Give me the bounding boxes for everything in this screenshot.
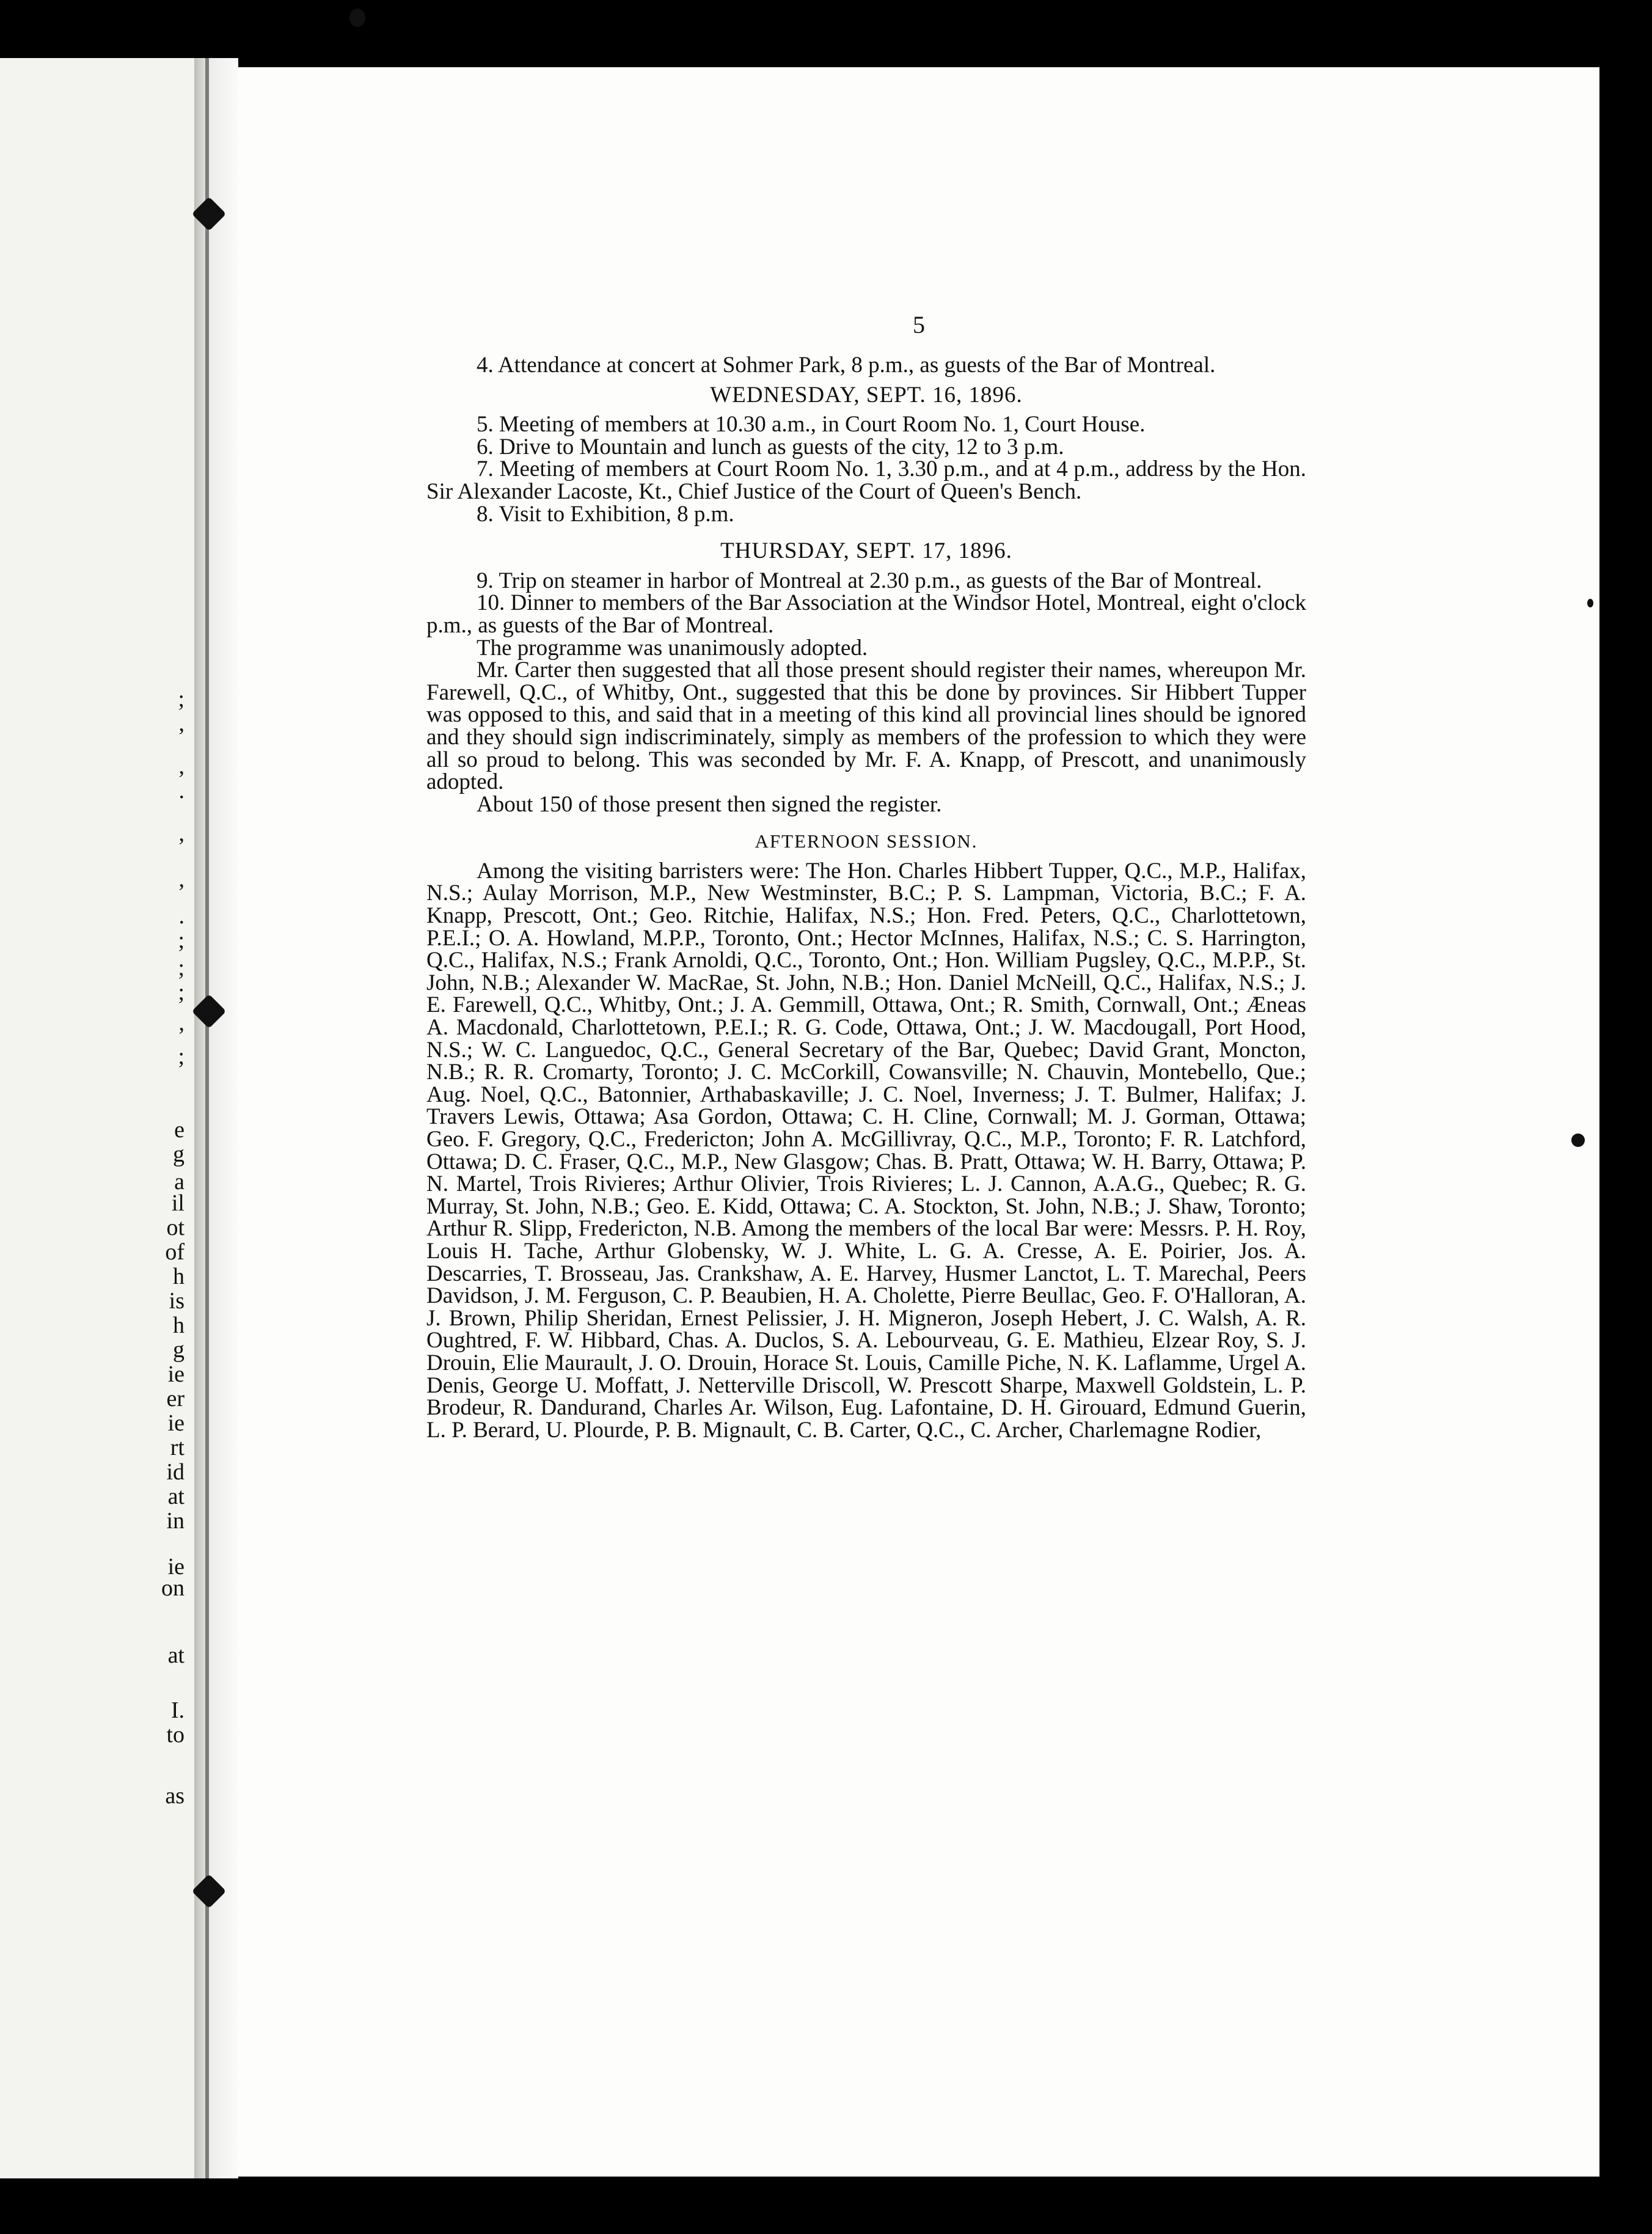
programme-adopted-paragraph: The programme was unanimously adopted. [477, 635, 868, 661]
programme-item-5: 5. Meeting of members at 10.30 a.m., in Court Room No. 1, Court House. [477, 412, 1146, 438]
left-page-text-fragment: ie [167, 1554, 185, 1580]
left-page-text-fragment: h [173, 1264, 185, 1289]
afternoon-session-heading: AFTERNOON SESSION. [755, 830, 978, 852]
left-page-text-fragment: on [161, 1575, 185, 1601]
programme-item-4: 4. Attendance at concert at Sohmer Park, 8 p.m., as guests of the Bar of Montreal. [477, 353, 1216, 378]
left-page-text-fragment: ie [167, 1361, 185, 1387]
scan-speck [1571, 1133, 1585, 1147]
left-page-text-fragment: , [178, 1010, 185, 1036]
left-page-text-fragment: , [178, 821, 185, 846]
left-page-text-fragment: , [178, 753, 185, 779]
left-page-text-fragment: is [169, 1288, 185, 1314]
scan-speck [349, 9, 365, 27]
page-number: 5 [913, 311, 925, 339]
body-text [426, 354, 1306, 1441]
signed-register-paragraph: About 150 of those present then signed the register. [477, 791, 942, 817]
binding-stitch-line [205, 58, 209, 2178]
left-page-text-fragment: . [178, 778, 185, 804]
left-page-cut-text [0, 58, 194, 2178]
left-page-text-fragment: a [174, 1169, 185, 1195]
left-page-fragment [0, 58, 194, 2178]
left-page-text-fragment: . [178, 903, 185, 929]
register-paragraph: Mr. Carter then suggested that all those present should register their names, whereupon Mr. Farewell, Q.C., of Whitby, Ont., suggested that this be done by provinces. Sir Hibbert Tupper was opposed to this, and said that in a meeting of this kind all provincial lines should be ignored and they should sign indiscriminately, simply as members of the profession to which they were all so proud to belong. This was seconded by Mr. F. A. Knapp, of Prescott, and unanimously adopted. [426, 657, 1306, 795]
left-page-text-fragment: at [167, 1643, 185, 1668]
left-page-text-fragment: I. [170, 1697, 185, 1723]
visiting-barristers-paragraph: Among the visiting barristers were: The Hon. Charles Hibbert Tupper, Q.C., M.P., Halifax, N.S.; Aulay Morrison, M.P., New Westminster, B.C.; P. S. Lampman, Victoria, B.C.; F. A. Knapp, Prescott, Ont.; Geo. Ritchie, Halifax, N.S.; Hon. Fred. Peters, Q.C., Charlottetown, P.E.I.; O. A. Howland, M.P.P., Toronto, Ont.; Hector McInnes, Halifax, N.S.; C. S. Harrington, Q.C., Halifax, N.S.; Frank Arnoldi, Q.C., Toronto, Ont.; Hon. William Pugsley, Q.C., M.P.P., St. John, N.B.; Alexander W. MacRae, St. John, N.B.; Hon. Daniel McNeill, Q.C., Halifax, N.S.; J. E. Farewell, Q.C., Whitby, Ont.; J. A. Gemmill, Ottawa, Ont.; R. Smith, Cornwall, Ont.; Æneas A. Macdonald, Charlottetown, P.E.I.; R. G. Code, Ottawa, Ont.; J. W. Macdougall, Port Hood, N.S.; W. C. Languedoc, Q.C., General Secretary of the Bar, Quebec; David Grant, Moncton, N.B.; R. R. Cromarty, Toronto; J. C. McCorkill, Cowansville; N. Chauvin, Montebello, Que.; Aug. Noel, Q.C., Batonnier, Arthabaskaville; J. C. Noel, Inverness; J. T. Bulmer, Halifax; J. Travers Lewis, Ottawa; Asa Gordon, Ottawa; C. H. Cline, Cornwall; M. J. Gorman, Ottawa; Geo. F. Gregory, Q.C., Fredericton; John A. McGillivray, Q.C., M.P., Toronto; F. R. Latchford, Ottawa; D. C. Fraser, Q.C., M.P., New Glasgow; Chas. B. Pratt, Ottawa; W. H. Barry, Ottawa; P. N. Martel, Trois Rivieres; Arthur Olivier, Trois Rivieres; L. J. Cannon, A.A.G., Quebec; R. G. Murray, St. John, N.B.; Geo. E. Kidd, Ottawa; C. A. Stockton, St. John, N.B.; J. Shaw, Toronto; Arthur R. Slipp, Fredericton, N.B. Among the members of the local Bar were: Messrs. P. H. Roy, Louis H. Tache, Arthur Globensky, W. J. White, L. G. A. Cresse, A. E. Poirier, Jos. A. Descarries, T. Brosseau, Jas. Crankshaw, A. E. Harvey, Husmer Lanctot, L. T. Marechal, Peers Davidson, J. M. Ferguson, C. P. Beaubien, H. A. Cholette, Pierre Beullac, Geo. F. O'Halloran, A. J. Brown, Philip Sheridan, Ernest Pelissier, J. H. Migneron, Joseph Hebert, J. C. Walsh, A. R. Oughtred, F. W. Hibbard, Chas. A. Duclos, S. A. Lebourveau, G. E. Mathieu, Elzear Roy, S. J. Drouin, Elie Maurault, J. O. Drouin, Horace St. Louis, Camille Piche, N. K. Laflamme, Urgel A. Denis, George U. Moffatt, J. Netterville Driscoll, W. Prescott Sharpe, Maxwell Goldstein, L. P. Brodeur, R. Dandurand, Charles Ar. Wilson, Eug. Lafontaine, D. H. Girouard, Edmund Guerin, L. P. Berard, U. Plourde, P. B. Mignault, C. B. Carter, Q.C., C. Archer, Charlemagne Rodier, [426, 858, 1306, 1443]
scan-speck [1587, 599, 1593, 607]
thursday-heading: THURSDAY, SEPT. 17, 1896. [720, 538, 1012, 564]
left-page-text-fragment: at [167, 1484, 185, 1509]
left-page-text-fragment: as [165, 1783, 185, 1809]
left-page-text-fragment: h [173, 1313, 185, 1338]
left-page-text-fragment: il [171, 1190, 185, 1216]
left-page-text-fragment: g [173, 1141, 185, 1167]
left-page-text-fragment: ot [166, 1215, 185, 1240]
left-page-text-fragment: , [178, 866, 185, 892]
left-page-text-fragment: e [174, 1117, 185, 1143]
binding-gutter [194, 58, 238, 2178]
left-page-text-fragment: , [178, 711, 185, 736]
left-page-text-fragment: of [165, 1239, 185, 1265]
wednesday-heading: WEDNESDAY, SEPT. 16, 1896. [710, 382, 1023, 408]
left-page-text-fragment: ; [178, 1044, 185, 1069]
left-page-text-fragment: g [173, 1337, 185, 1363]
left-page-text-fragment: ie [167, 1410, 185, 1436]
right-page [238, 67, 1599, 2177]
programme-item-10: 10. Dinner to members of the Bar Association at the Windsor Hotel, Montreal, eight o'clock p.m., as guests of the Bar of Montreal. [426, 590, 1306, 638]
left-page-text-fragment: ; [178, 686, 185, 712]
programme-item-9: 9. Trip on steamer in harbor of Montreal at 2.30 p.m., as guests of the Bar of Montreal. [477, 568, 1262, 593]
programme-item-6: 6. Drive to Mountain and lunch as guests of the city, 12 to 3 p.m. [477, 434, 1064, 460]
left-page-text-fragment: ; [178, 955, 185, 981]
left-page-text-fragment: in [166, 1508, 185, 1534]
left-page-text-fragment: id [166, 1459, 185, 1485]
left-page-text-fragment: to [166, 1722, 185, 1748]
left-page-text-fragment: ; [178, 928, 185, 953]
programme-item-8: 8. Visit to Exhibition, 8 p.m. [477, 501, 734, 527]
left-page-text-fragment: er [166, 1386, 185, 1412]
left-page-text-fragment: rt [170, 1435, 185, 1460]
left-page-text-fragment: ; [178, 980, 185, 1005]
programme-item-7: 7. Meeting of members at Court Room No. 1, 3.30 p.m., and at 4 p.m., address by the Hon. Sir Alexander Lacoste, Kt., Chief Justice of the Court of Queen's Bench. [426, 456, 1306, 504]
